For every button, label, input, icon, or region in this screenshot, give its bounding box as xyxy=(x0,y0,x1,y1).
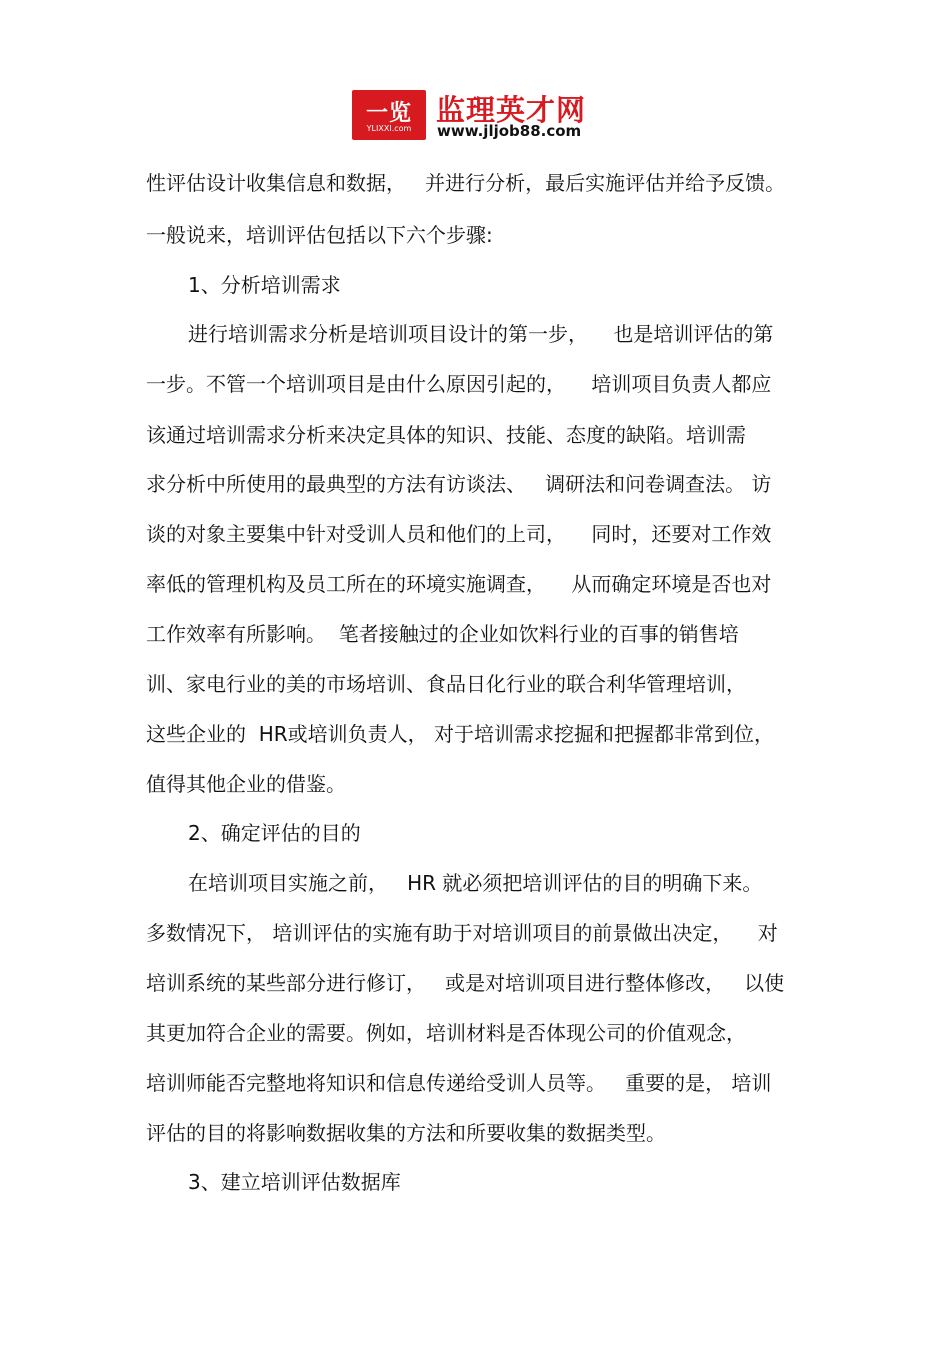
text-line: 性评估设计收集信息和数据， 并进行分析，最后实施评估并给予反馈。 xyxy=(146,171,786,195)
text-line: 这些企业的 HR或培训负责人， 对于培训需求挖掘和把握都非常到位， xyxy=(146,722,775,746)
text-line: 评估的目的将影响数据收集的方法和所要收集的数据类型。 xyxy=(146,1121,666,1145)
text-line: 进行培训需求分析是培训项目设计的第一步， 也是培训评估的第 xyxy=(188,322,774,346)
text-line: 工作效率有所影响。 笔者接触过的企业如饮料行业的百事的销售培 xyxy=(146,622,739,646)
text-line: 多数情况下， 培训评估的实施有助于对培训项目的前景做出决定， 对 xyxy=(146,921,778,945)
site-url: www.jljob88.com xyxy=(437,122,582,140)
logo-badge xyxy=(352,90,426,140)
text-line: 求分析中所使用的最典型的方法有访谈法、 调研法和问卷调查法。 访 xyxy=(146,472,772,496)
text-line: 在培训项目实施之前， HR 就必须把培训评估的目的明确下来。 xyxy=(188,871,763,895)
header-logo xyxy=(352,86,602,144)
text-line: 培训师能否完整地将知识和信息传递给受训人员等。 重要的是， 培训 xyxy=(146,1071,772,1095)
section-heading: 3、建立培训评估数据库 xyxy=(188,1170,401,1194)
text-line: 值得其他企业的借鉴。 xyxy=(146,772,346,796)
text-line: 率低的管理机构及员工所在的环境实施调查， 从而确定环境是否也对 xyxy=(146,572,772,596)
section-heading: 1、分析培训需求 xyxy=(188,273,341,297)
text-line: 谈的对象主要集中针对受训人员和他们的上司， 同时，还要对工作效 xyxy=(146,522,772,546)
text-line: 一般说来，培训评估包括以下六个步骤: xyxy=(146,223,493,247)
text-line: 训、家电行业的美的市场培训、食品日化行业的联合利华管理培训， xyxy=(146,672,746,696)
logo-badge-text: 一览 xyxy=(365,101,412,126)
site-title: 监理英才网 xyxy=(436,93,587,127)
section-heading: 2、确定评估的目的 xyxy=(188,821,361,845)
text-line: 一步。不管一个培训项目是由什么原因引起的， 培训项目负责人都应 xyxy=(146,372,772,396)
logo-badge-subtext: YLIXXI.com xyxy=(366,124,412,133)
text-line: 该通过培训需求分析来决定具体的知识、技能、态度的缺陷。培训需 xyxy=(146,423,746,447)
text-line: 其更加符合企业的需要。例如，培训材料是否体现公司的价值观念， xyxy=(146,1021,746,1045)
text-line: 培训系统的某些部分进行修订， 或是对培训项目进行整体修改， 以使 xyxy=(146,971,785,995)
